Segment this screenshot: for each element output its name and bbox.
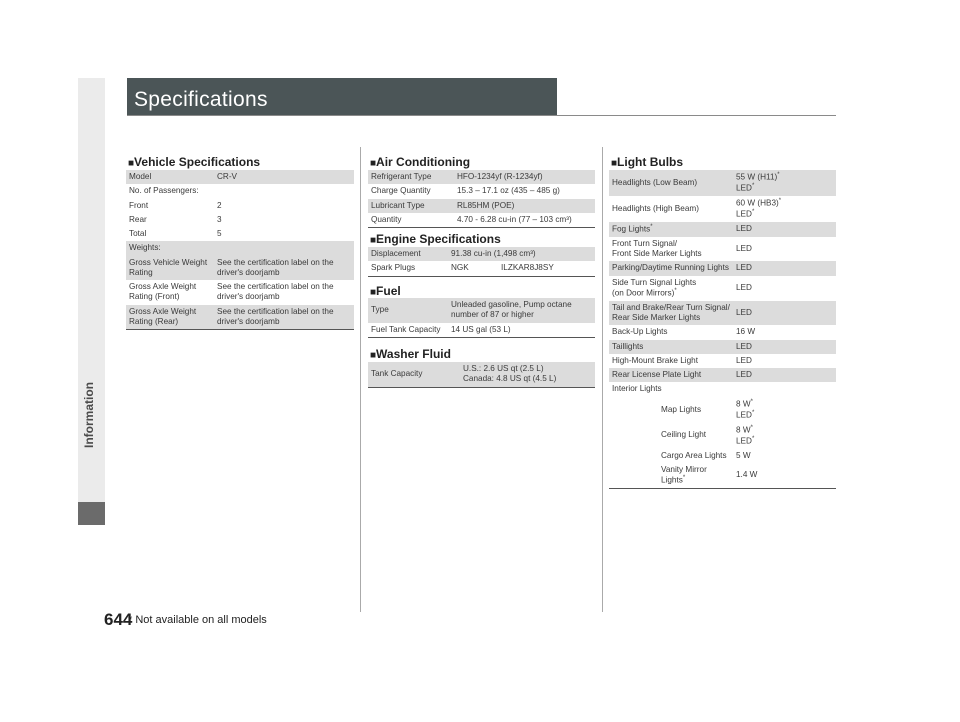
title-underline — [127, 115, 836, 116]
table-row: Headlights (Low Beam) 55 W (H11)* LED* — [609, 170, 836, 196]
table-row: Tail and Brake/Rear Turn Signal/ Rear Side Marker Lights LED — [609, 301, 836, 326]
table-row: Lubricant Type RL85HM (POE) — [368, 199, 595, 213]
table-row: Total 5 — [129, 229, 222, 238]
table-row: Front Turn Signal/ Front Side Marker Lights LED — [612, 238, 752, 259]
table-row: Quantity 4.70 - 6.28 cu-in (77 – 103 cm³) — [371, 214, 572, 224]
table-row: Gross Axle Weight Rating (Rear) See the certification label on the driver's doorjamb — [126, 305, 354, 330]
table-row: High-Mount Brake Light LED — [612, 355, 752, 365]
table-row: Fog Lights* LED — [609, 222, 836, 237]
fuel-heading: ■Fuel — [370, 284, 401, 298]
table-row: Cargo Area Lights 5 W — [661, 450, 751, 460]
table-row: Weights: — [126, 241, 354, 255]
table-row: Map Lights 8 W* LED* — [661, 398, 755, 420]
column-divider — [602, 147, 603, 612]
vehicle-specs-table — [126, 170, 354, 330]
ac-table — [368, 170, 595, 228]
table-row: Headlights (High Beam) 60 W (HB3)* LED* — [612, 197, 782, 219]
table-row: Interior Lights — [612, 384, 662, 394]
table-row: Side Turn Signal Lights (on Door Mirrors)* LED — [612, 277, 752, 298]
table-row: Refrigerant Type HFO-1234yf (R-1234yf) — [368, 170, 595, 184]
table-row: Parking/Daytime Running Lights LED — [609, 261, 836, 275]
table-row: Gross Axle Weight Rating (Front) See the certification label on the driver's doorjamb — [129, 282, 334, 302]
table-row: Displacement 91.38 cu-in (1,498 cm³) — [368, 247, 595, 261]
ac-heading: ■Air Conditioning — [370, 155, 471, 169]
table-row: Taillights LED — [609, 340, 836, 354]
footnote: * Not available on all models — [128, 614, 267, 626]
table-row: Tank Capacity U.S.: 2.6 US qt (2.5 L) Canada: 4.8 US qt (4.5 L) — [368, 362, 595, 387]
sidebar-tab-marker — [78, 502, 105, 525]
fuel-table — [368, 298, 595, 338]
table-row: Gross Vehicle Weight Rating See the certification label on the driver's doorjamb — [126, 256, 354, 281]
washer-table — [368, 362, 595, 388]
table-row: Rear License Plate Light LED — [609, 368, 836, 382]
table-row: Type Unleaded gasoline, Pump octane number of 87 or higher — [368, 298, 595, 323]
sidebar-label: Information — [82, 382, 96, 448]
page-number: 644 — [104, 610, 133, 629]
page-title: Specifications — [134, 88, 268, 111]
table-row: Charge Quantity 15.3 – 17.1 oz (435 – 485 g) — [371, 186, 560, 196]
table-row: Back-Up Lights 16 W — [612, 327, 756, 337]
table-row: Vanity Mirror Lights* 1.4 W — [661, 464, 758, 485]
vehicle-specs-heading: ■Vehicle Specifications — [128, 155, 261, 169]
table-row: No. of Passengers: — [129, 186, 199, 196]
light-bulbs-heading: ■Light Bulbs — [611, 155, 684, 169]
column-divider — [360, 147, 361, 612]
engine-heading: ■Engine Specifications — [370, 232, 501, 246]
table-row: Rear 3 — [129, 214, 222, 224]
light-bulbs-table — [609, 170, 836, 489]
table-row: Front 2 — [129, 200, 222, 210]
table-row: Spark Plugs NGK ILZKAR8J8SY — [371, 263, 554, 273]
sidebar-tab — [78, 78, 105, 525]
engine-table — [368, 247, 595, 277]
table-row: Ceiling Light 8 W* LED* — [661, 424, 755, 446]
table-row: Fuel Tank Capacity 14 US gal (53 L) — [371, 324, 511, 334]
table-row: Model CR-V — [126, 170, 354, 184]
washer-heading: ■Washer Fluid — [370, 347, 451, 361]
